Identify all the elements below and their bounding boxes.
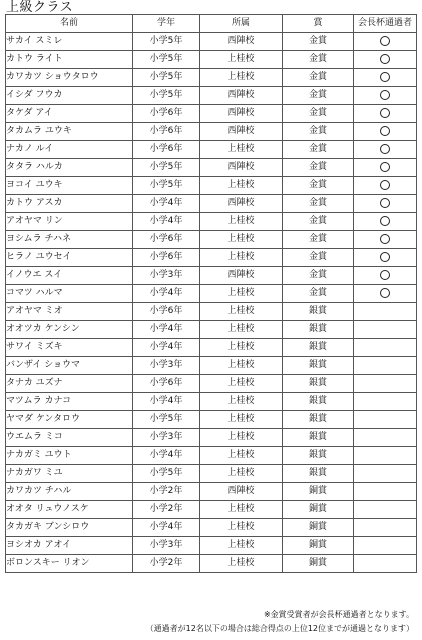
- table-row: [6, 429, 417, 447]
- table-row: [6, 465, 417, 483]
- table-row: [6, 51, 417, 69]
- cell-grade: 小学6年: [133, 375, 200, 393]
- cell-pass: [354, 105, 417, 123]
- table-row: [6, 537, 417, 555]
- cell-grade: 小学5年: [133, 465, 200, 483]
- cell-award: 銀賞: [283, 411, 354, 429]
- table-body: [6, 33, 417, 573]
- cell-grade: 小学5年: [133, 87, 200, 105]
- cell-pass: [354, 159, 417, 177]
- cell-school: 西陣校: [200, 483, 283, 501]
- cell-award: 金賞: [283, 87, 354, 105]
- cell-grade: 小学6年: [133, 123, 200, 141]
- table-row: [6, 33, 417, 51]
- cell-award: 銀賞: [283, 429, 354, 447]
- cell-award: 金賞: [283, 69, 354, 87]
- cell-school: 上桂校: [200, 429, 283, 447]
- table-row: [6, 519, 417, 537]
- circle-icon: [380, 36, 390, 46]
- cell-grade: 小学4年: [133, 447, 200, 465]
- cell-award: 銀賞: [283, 393, 354, 411]
- cell-pass: [354, 357, 417, 375]
- cell-name: カトウ アスカ: [6, 195, 133, 213]
- cell-name: タカムラ ユウキ: [6, 123, 133, 141]
- table-row: [6, 321, 417, 339]
- cell-pass: [354, 339, 417, 357]
- results-table: [5, 14, 417, 573]
- circle-icon: [380, 90, 390, 100]
- column-header-award: 賞: [283, 15, 354, 33]
- cell-grade: 小学5年: [133, 159, 200, 177]
- table-row: [6, 213, 417, 231]
- cell-pass: [354, 141, 417, 159]
- cell-grade: 小学2年: [133, 501, 200, 519]
- cell-award: 銅賞: [283, 501, 354, 519]
- cell-grade: 小学4年: [133, 519, 200, 537]
- cell-name: ヨシムラ チハネ: [6, 231, 133, 249]
- cell-grade: 小学4年: [133, 393, 200, 411]
- cell-grade: 小学4年: [133, 339, 200, 357]
- cell-name: カワカツ チハル: [6, 483, 133, 501]
- cell-award: 金賞: [283, 141, 354, 159]
- cell-pass: [354, 483, 417, 501]
- cell-school: 上桂校: [200, 411, 283, 429]
- cell-pass: [354, 123, 417, 141]
- cell-award: 金賞: [283, 51, 354, 69]
- circle-icon: [380, 72, 390, 82]
- circle-icon: [380, 234, 390, 244]
- cell-school: 西陣校: [200, 87, 283, 105]
- cell-award: 銀賞: [283, 357, 354, 375]
- table-row: [6, 249, 417, 267]
- circle-icon: [380, 126, 390, 136]
- cell-name: イノウエ スイ: [6, 267, 133, 285]
- cell-pass: [354, 537, 417, 555]
- cell-name: ヒラノ ユウセイ: [6, 249, 133, 267]
- cell-pass: [354, 321, 417, 339]
- cell-school: 上桂校: [200, 51, 283, 69]
- table-row: [6, 339, 417, 357]
- cell-award: 銅賞: [283, 519, 354, 537]
- table-row: [6, 195, 417, 213]
- cell-school: 上桂校: [200, 231, 283, 249]
- cell-award: 銅賞: [283, 555, 354, 573]
- cell-name: ナカノ ルイ: [6, 141, 133, 159]
- table-row: [6, 177, 417, 195]
- table-row: [6, 285, 417, 303]
- cell-school: 上桂校: [200, 555, 283, 573]
- cell-grade: 小学5年: [133, 69, 200, 87]
- cell-award: 金賞: [283, 123, 354, 141]
- cell-award: 銀賞: [283, 465, 354, 483]
- cell-name: ナカガワ ミユ: [6, 465, 133, 483]
- cell-grade: 小学5年: [133, 51, 200, 69]
- cell-award: 銀賞: [283, 321, 354, 339]
- cell-name: サワイ ミズキ: [6, 339, 133, 357]
- cell-pass: [354, 303, 417, 321]
- table-row: [6, 393, 417, 411]
- cell-name: ヨシオカ アオイ: [6, 537, 133, 555]
- table-row: [6, 501, 417, 519]
- cell-grade: 小学4年: [133, 195, 200, 213]
- cell-school: 上桂校: [200, 213, 283, 231]
- cell-grade: 小学6年: [133, 303, 200, 321]
- table-row: [6, 123, 417, 141]
- cell-award: 金賞: [283, 285, 354, 303]
- cell-award: 銀賞: [283, 447, 354, 465]
- cell-grade: 小学5年: [133, 177, 200, 195]
- cell-school: 上桂校: [200, 69, 283, 87]
- circle-icon: [380, 288, 390, 298]
- circle-icon: [380, 108, 390, 118]
- page-title: 上級クラス: [6, 0, 74, 15]
- cell-name: マツムラ カナコ: [6, 393, 133, 411]
- cell-school: 上桂校: [200, 249, 283, 267]
- cell-pass: [354, 519, 417, 537]
- cell-award: 金賞: [283, 159, 354, 177]
- cell-grade: 小学4年: [133, 285, 200, 303]
- cell-grade: 小学3年: [133, 429, 200, 447]
- cell-name: タナカ ユズナ: [6, 375, 133, 393]
- cell-pass: [354, 501, 417, 519]
- table-row: [6, 105, 417, 123]
- cell-award: 金賞: [283, 267, 354, 285]
- column-header-grade: 学年: [133, 15, 200, 33]
- table-row: [6, 357, 417, 375]
- cell-grade: 小学3年: [133, 537, 200, 555]
- column-header-name: 名前: [6, 15, 133, 33]
- cell-school: 上桂校: [200, 357, 283, 375]
- footnote-1: ※金賞受賞者が会長杯通過者となります。: [263, 610, 414, 619]
- cell-award: 銀賞: [283, 303, 354, 321]
- cell-name: タタラ ハルカ: [6, 159, 133, 177]
- table-row: [6, 69, 417, 87]
- cell-school: 上桂校: [200, 141, 283, 159]
- cell-award: 銅賞: [283, 483, 354, 501]
- cell-school: 上桂校: [200, 501, 283, 519]
- cell-name: アオヤマ ミオ: [6, 303, 133, 321]
- table-row: [6, 267, 417, 285]
- cell-school: 西陣校: [200, 105, 283, 123]
- cell-name: カワカツ ショウタロウ: [6, 69, 133, 87]
- cell-pass: [354, 33, 417, 51]
- table-row: [6, 231, 417, 249]
- cell-school: 上桂校: [200, 321, 283, 339]
- header-row: [6, 15, 417, 33]
- cell-award: 金賞: [283, 249, 354, 267]
- cell-award: 銅賞: [283, 537, 354, 555]
- cell-grade: 小学2年: [133, 555, 200, 573]
- cell-pass: [354, 51, 417, 69]
- cell-award: 銀賞: [283, 339, 354, 357]
- cell-grade: 小学3年: [133, 357, 200, 375]
- cell-name: コマツ ハルマ: [6, 285, 133, 303]
- table-row: [6, 411, 417, 429]
- cell-pass: [354, 213, 417, 231]
- cell-pass: [354, 465, 417, 483]
- circle-icon: [380, 270, 390, 280]
- cell-school: 西陣校: [200, 267, 283, 285]
- cell-school: 上桂校: [200, 537, 283, 555]
- footnote-2: （通過者が12名以下の場合は総合得点の上位12位までが通過となります）: [145, 624, 414, 633]
- cell-school: 上桂校: [200, 447, 283, 465]
- cell-name: アオヤマ リン: [6, 213, 133, 231]
- cell-school: 上桂校: [200, 285, 283, 303]
- cell-award: 銀賞: [283, 375, 354, 393]
- cell-grade: 小学6年: [133, 231, 200, 249]
- cell-pass: [354, 285, 417, 303]
- cell-pass: [354, 231, 417, 249]
- column-header-pass: 会長杯通過者: [354, 15, 417, 33]
- cell-pass: [354, 69, 417, 87]
- circle-icon: [380, 54, 390, 64]
- cell-pass: [354, 411, 417, 429]
- cell-school: 上桂校: [200, 339, 283, 357]
- cell-name: バンザイ ショウマ: [6, 357, 133, 375]
- table-row: [6, 87, 417, 105]
- cell-name: イシダ フウカ: [6, 87, 133, 105]
- cell-school: 上桂校: [200, 465, 283, 483]
- cell-grade: 小学4年: [133, 213, 200, 231]
- table-row: [6, 159, 417, 177]
- cell-name: ナカガミ ユウト: [6, 447, 133, 465]
- cell-school: 上桂校: [200, 375, 283, 393]
- cell-pass: [354, 375, 417, 393]
- cell-name: ボロンスキー リオン: [6, 555, 133, 573]
- cell-grade: 小学6年: [133, 105, 200, 123]
- cell-pass: [354, 267, 417, 285]
- cell-name: ヤマダ ケンタロウ: [6, 411, 133, 429]
- circle-icon: [380, 162, 390, 172]
- cell-name: サカイ スミレ: [6, 33, 133, 51]
- cell-school: 西陣校: [200, 195, 283, 213]
- cell-pass: [354, 87, 417, 105]
- table-row: [6, 375, 417, 393]
- cell-name: オオツカ ケンシン: [6, 321, 133, 339]
- cell-pass: [354, 195, 417, 213]
- cell-name: ヨコイ ユウキ: [6, 177, 133, 195]
- cell-school: 西陣校: [200, 33, 283, 51]
- cell-name: ウエムラ ミコ: [6, 429, 133, 447]
- circle-icon: [380, 144, 390, 154]
- circle-icon: [380, 216, 390, 226]
- cell-grade: 小学5年: [133, 411, 200, 429]
- cell-grade: 小学3年: [133, 267, 200, 285]
- cell-grade: 小学6年: [133, 141, 200, 159]
- circle-icon: [380, 252, 390, 262]
- table-row: [6, 303, 417, 321]
- cell-grade: 小学2年: [133, 483, 200, 501]
- table-row: [6, 483, 417, 501]
- cell-name: タケダ アイ: [6, 105, 133, 123]
- table-row: [6, 141, 417, 159]
- cell-name: タカガキ ブンシロウ: [6, 519, 133, 537]
- cell-grade: 小学4年: [133, 321, 200, 339]
- cell-grade: 小学6年: [133, 249, 200, 267]
- cell-pass: [354, 393, 417, 411]
- cell-award: 金賞: [283, 231, 354, 249]
- cell-award: 金賞: [283, 213, 354, 231]
- circle-icon: [380, 198, 390, 208]
- cell-pass: [354, 249, 417, 267]
- cell-school: 上桂校: [200, 303, 283, 321]
- cell-pass: [354, 429, 417, 447]
- cell-pass: [354, 447, 417, 465]
- cell-name: オオタ リュウノスケ: [6, 501, 133, 519]
- cell-grade: 小学5年: [133, 33, 200, 51]
- cell-school: 西陣校: [200, 123, 283, 141]
- table-row: [6, 447, 417, 465]
- cell-school: 上桂校: [200, 393, 283, 411]
- cell-award: 金賞: [283, 33, 354, 51]
- cell-school: 上桂校: [200, 177, 283, 195]
- cell-award: 金賞: [283, 105, 354, 123]
- cell-award: 金賞: [283, 195, 354, 213]
- cell-pass: [354, 177, 417, 195]
- cell-award: 金賞: [283, 177, 354, 195]
- cell-name: カトウ ライト: [6, 51, 133, 69]
- cell-pass: [354, 555, 417, 573]
- column-header-school: 所属: [200, 15, 283, 33]
- cell-school: 西陣校: [200, 159, 283, 177]
- table-row: [6, 555, 417, 573]
- circle-icon: [380, 180, 390, 190]
- cell-school: 上桂校: [200, 519, 283, 537]
